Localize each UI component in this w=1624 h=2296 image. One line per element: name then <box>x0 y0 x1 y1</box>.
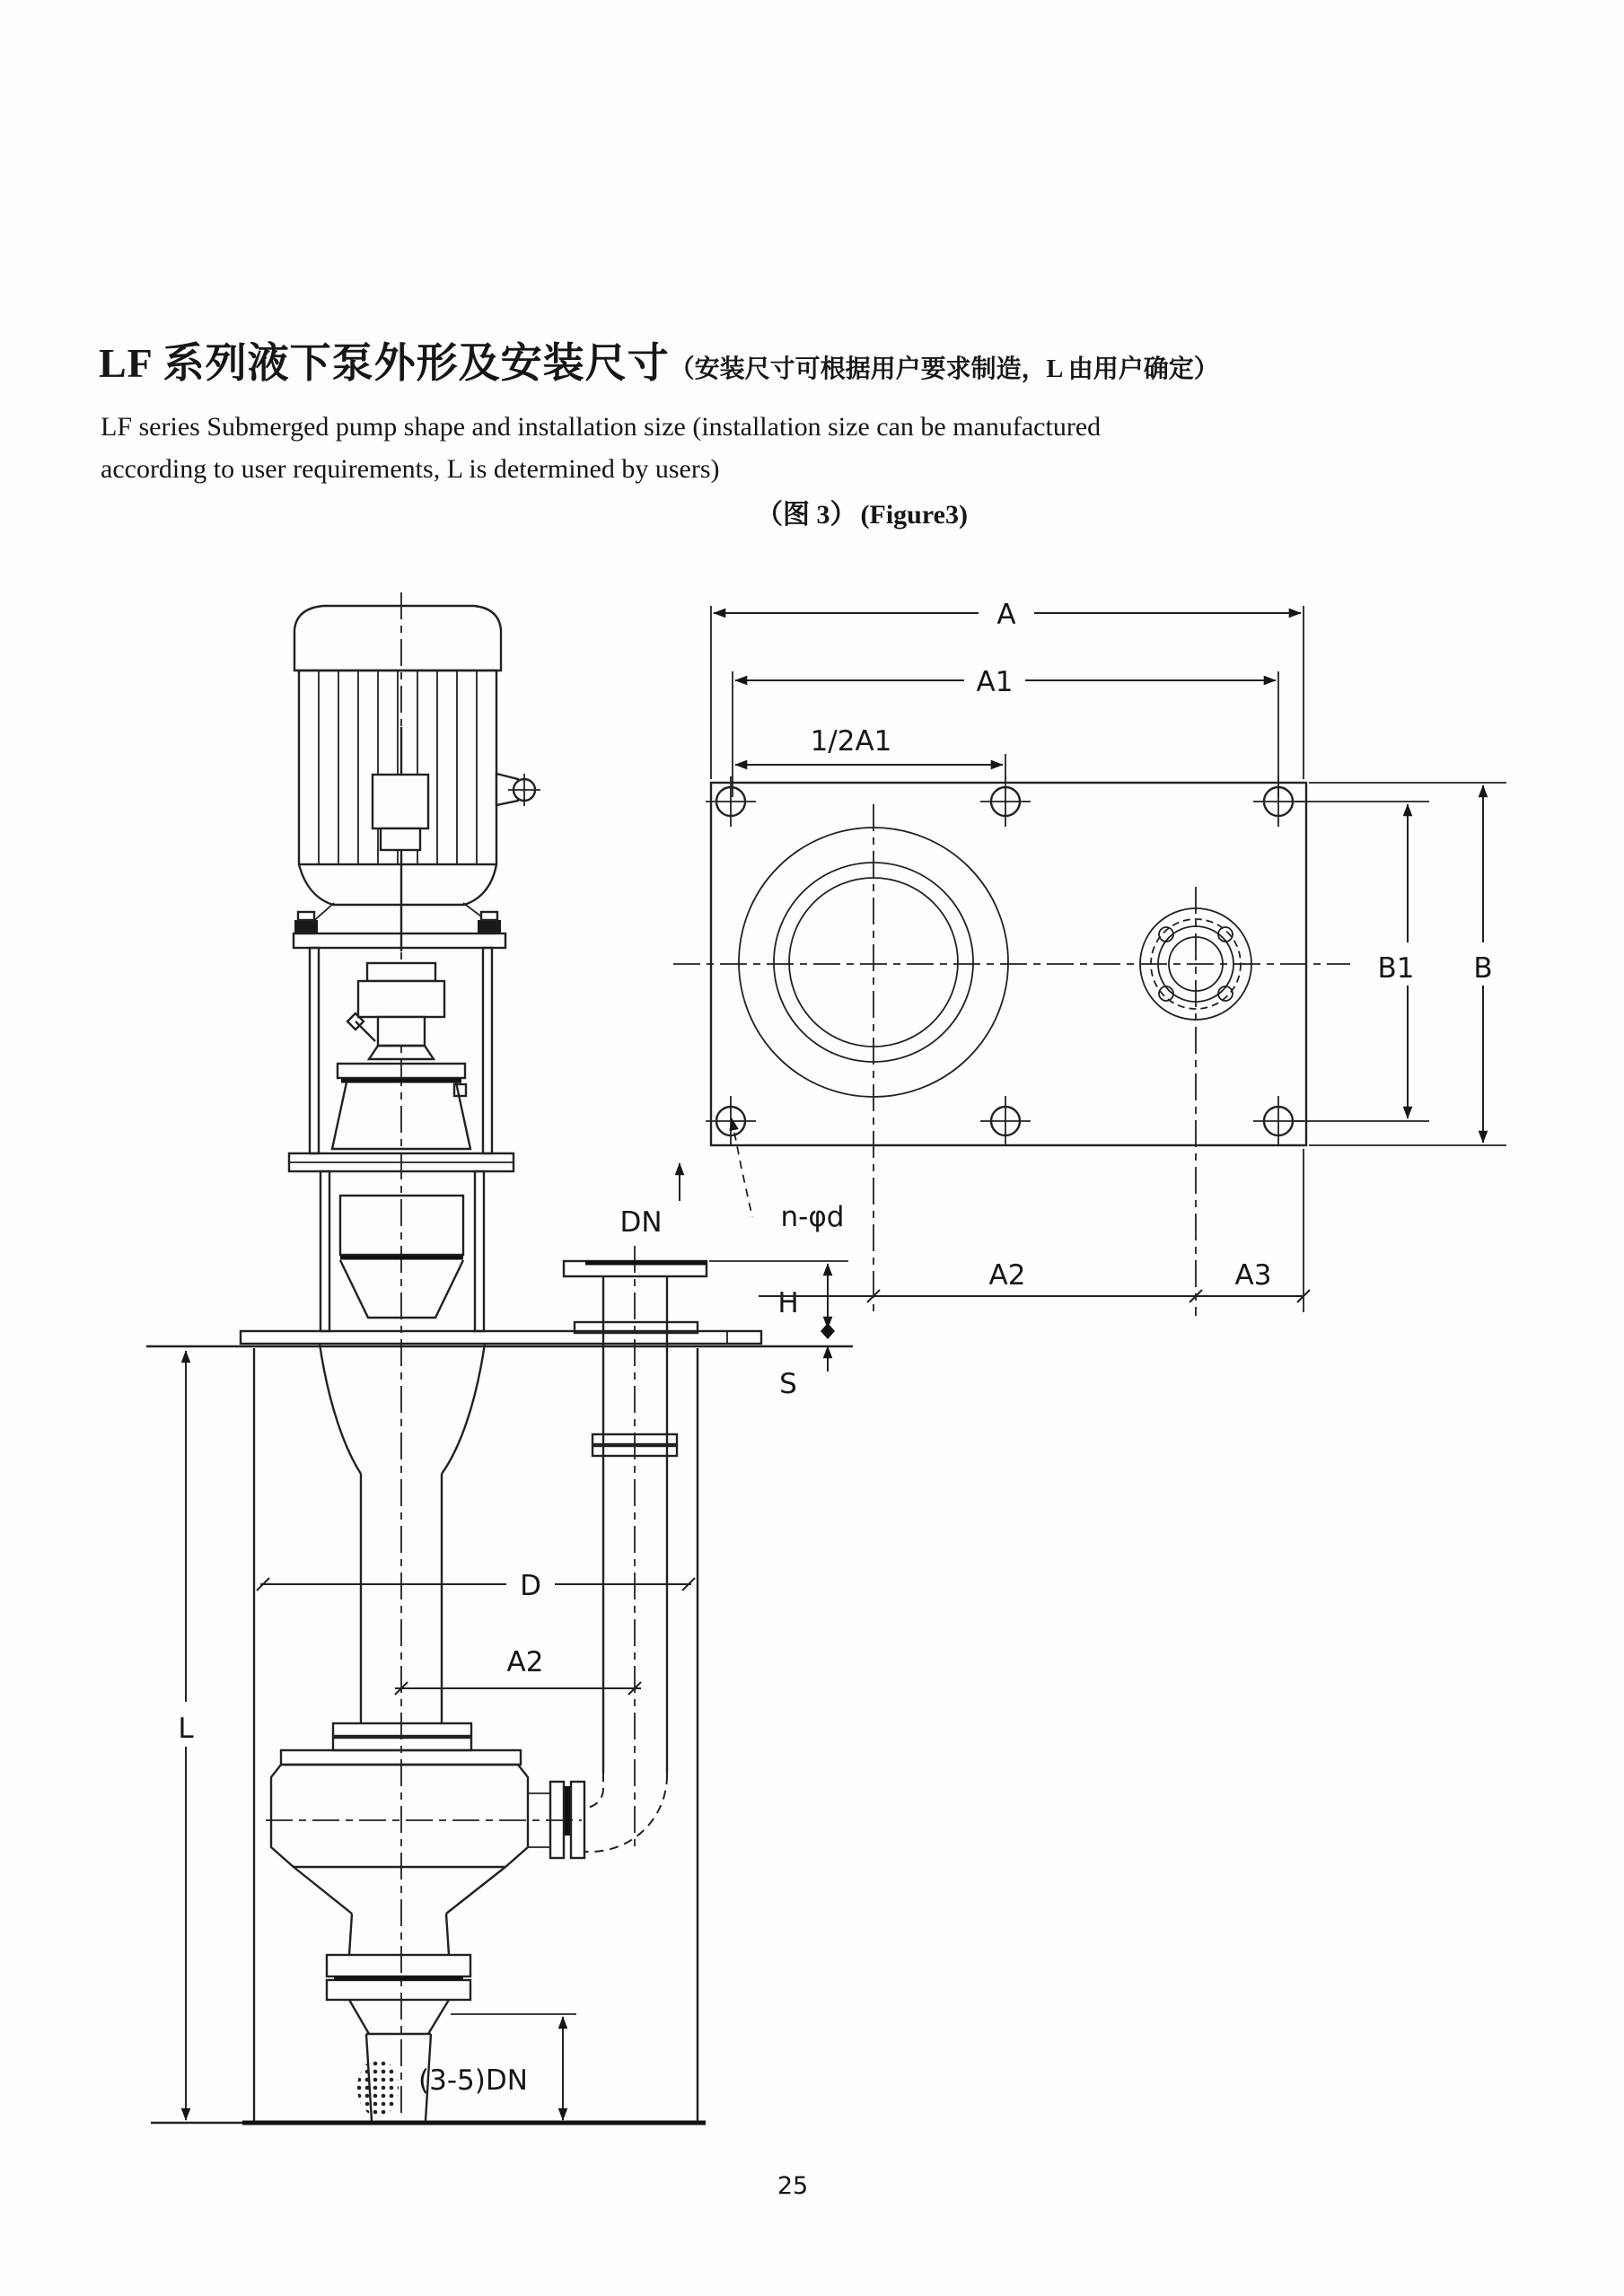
dim-label-clearance: (3-5)DN <box>418 2064 528 2097</box>
suction-neck-right <box>446 1914 449 1955</box>
page-number: 25 <box>777 2172 809 2200</box>
strainer-cone-right <box>428 2000 449 2034</box>
pump-casing <box>266 1750 582 1867</box>
motor-terminal-box <box>373 775 428 828</box>
h-s-junction-dot <box>821 1323 835 1339</box>
lantern-rail-left <box>310 948 319 1153</box>
dim-label-a3: A3 <box>1234 1259 1272 1292</box>
motor <box>294 606 540 951</box>
dim-label-b: B <box>1473 952 1493 985</box>
n-phi-d-leader <box>732 1118 752 1217</box>
dim-label-a1: A1 <box>976 666 1014 698</box>
frame-rail-right <box>475 1171 484 1331</box>
dim-label-a2-side: A2 <box>506 1646 544 1678</box>
elbow-inner <box>584 1789 603 1808</box>
column-joint-lower <box>333 1738 471 1750</box>
strainer-cone-left <box>349 2000 369 2034</box>
figure-caption-zh: （图 3） <box>756 500 857 530</box>
motor-bell <box>299 864 496 905</box>
dim-label-n-phi-d: n-φd <box>780 1201 845 1233</box>
motor-stud-right <box>478 920 501 933</box>
frame-rail-left <box>320 1171 329 1331</box>
side-view <box>146 592 853 2123</box>
motor-stud-right-cap <box>481 912 497 920</box>
title-paren-note: （安装尺寸可根据用户要求制造，L 由用户确定） <box>669 355 1219 383</box>
motor-stud-left-cap <box>298 912 314 920</box>
column-bell-left <box>320 1344 361 1474</box>
dim-label-b1: B1 <box>1377 952 1415 985</box>
top-dimensions <box>711 592 1506 1312</box>
bolt-hole <box>706 776 756 827</box>
motor-stool-flange <box>294 933 505 948</box>
motor-cap <box>294 606 501 670</box>
dim-label-l: L <box>178 1713 194 1745</box>
suction-taper-left <box>294 1867 352 1914</box>
dim-label-a2-top: A2 <box>988 1259 1026 1292</box>
bolt-hole <box>980 1096 1031 1146</box>
elbow-flange-right <box>571 1782 584 1858</box>
strainer-screen <box>357 2059 399 2116</box>
bolt-hole <box>706 1096 756 1146</box>
coupling-body <box>358 981 444 1017</box>
discharge-pipe <box>550 1246 707 1858</box>
suction-neck-left <box>349 1914 352 1955</box>
top-view <box>673 592 1506 1316</box>
dim-label-a: A <box>996 599 1016 631</box>
suction-flange-lower <box>327 1980 470 2000</box>
seal-housing-frame <box>320 1171 484 1331</box>
side-dimensions <box>167 1163 848 2120</box>
column-pipe <box>320 1344 485 1750</box>
anchor-bolt-holes <box>706 776 1304 1146</box>
coupling-lower <box>378 1017 425 1046</box>
subtitle-line2: according to user requirements, L is determined by users) <box>101 454 720 484</box>
dim-label-s: S <box>779 1368 797 1400</box>
coupling-top <box>367 963 435 981</box>
subtitle-line1: LF series Submerged pump shape and installation size (installation size can be manufactured <box>101 412 1102 442</box>
motor-stud-left <box>294 920 318 933</box>
dim-label-d: D <box>520 1570 541 1602</box>
grease-fitting-stem <box>356 1021 375 1041</box>
title-chinese: LF 系列液下泵外形及安装尺寸 <box>99 340 670 386</box>
lantern-rail-right <box>483 948 492 1153</box>
elbow-outer <box>584 1775 667 1852</box>
dim-label-half-a1: 1/2A1 <box>810 725 892 758</box>
mounting-plate-side <box>146 1331 853 1346</box>
suction-taper-right <box>446 1867 505 1914</box>
column-bell-right <box>442 1344 485 1474</box>
lantern-bracket <box>289 948 514 1171</box>
motor-terminal-box-lower <box>381 828 420 850</box>
figure-caption-en: (Figure3) <box>860 500 968 530</box>
column-joint-upper <box>333 1723 471 1736</box>
casing-volute <box>271 1765 528 1867</box>
bolt-hole <box>980 776 1031 827</box>
suction-flange-upper <box>327 1955 470 1976</box>
dim-label-h: H <box>777 1287 799 1319</box>
dim-label-dn: DN <box>619 1206 663 1239</box>
elbow-gasket <box>565 1786 570 1836</box>
